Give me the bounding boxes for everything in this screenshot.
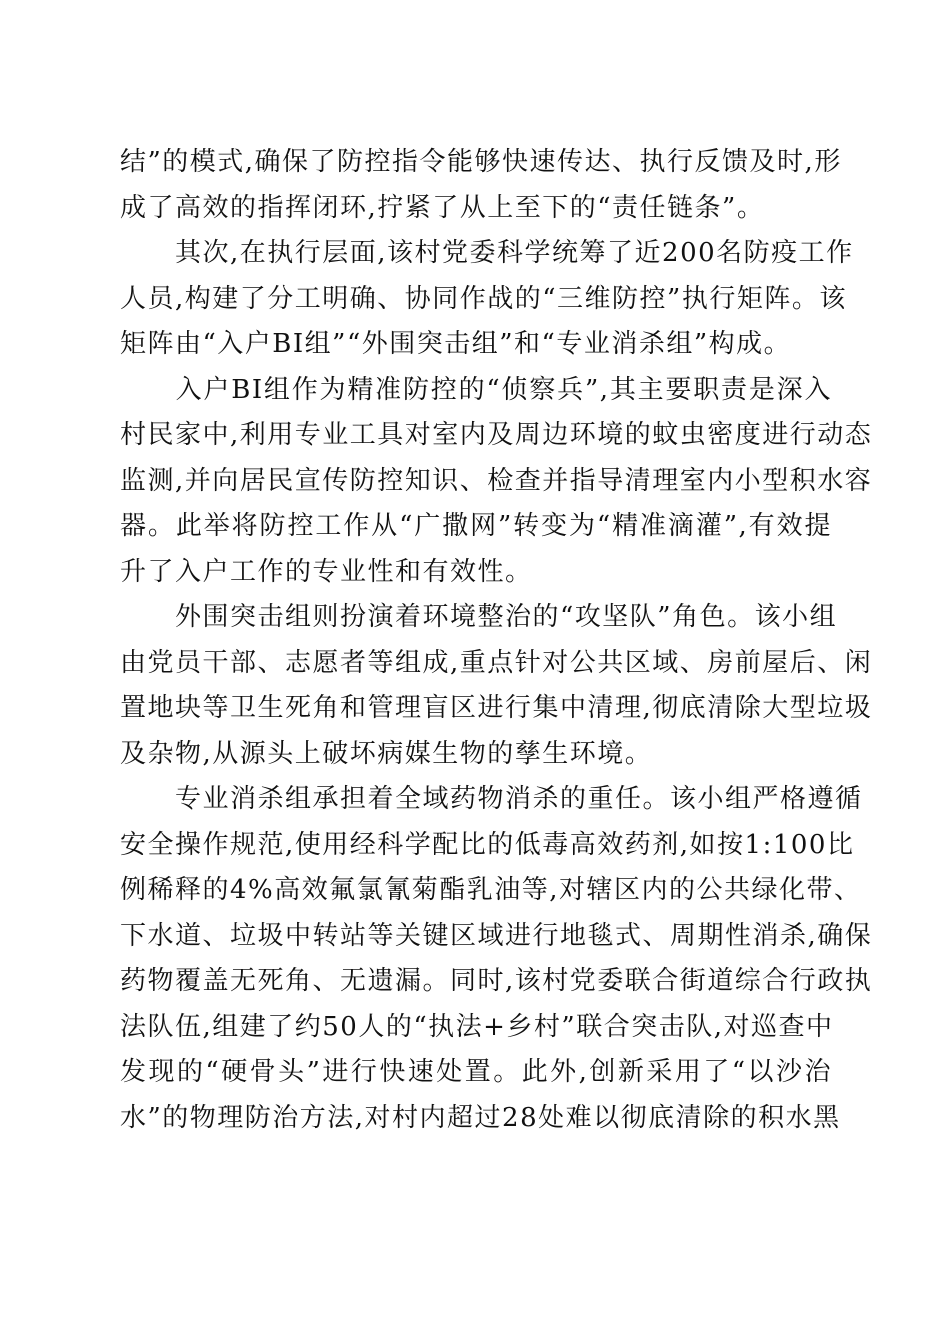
text-line: 及杂物,从源头上破坏病媒生物的孳生环境。 bbox=[120, 738, 653, 769]
text-line: 入户BI组作为精准防控的“侦察兵”,其主要职责是深入 bbox=[120, 374, 832, 405]
text-line: 法队伍,组建了约50人的“执法+乡村”联合突击队,对巡查中 bbox=[120, 1011, 834, 1042]
text-line: 村民家中,利用专业工具对室内及周边环境的蚊虫密度进行动态 bbox=[120, 420, 873, 450]
text-line: 下水道、垃圾中转站等关键区域进行地毯式、周期性消杀,确保 bbox=[120, 920, 873, 951]
text-line: 例稀释的4%高效氟氯氰菊酯乳油等,对辖区内的公共绿化带、 bbox=[120, 875, 862, 905]
text-line: 器。此举将防控工作从“广撒网”转变为“精准滴灌”,有效提 bbox=[120, 511, 832, 541]
text-line: 结”的模式,确保了防控指令能够快速传达、执行反馈及时,形 bbox=[120, 147, 842, 177]
text-line: 监测,并向居民宣传防控知识、检查并指导清理室内小型积水容 bbox=[120, 465, 873, 496]
text-line: 安全操作规范,使用经科学配比的低毒高效药剂,如按1:100比 bbox=[120, 829, 855, 860]
body-text bbox=[120, 140, 873, 1141]
text-line: 其次,在执行层面,该村党委科学统筹了近200名防疫工作 bbox=[120, 238, 854, 268]
text-line: 水”的物理防治方法,对村内超过28处难以彻底清除的积水黑 bbox=[120, 1102, 841, 1133]
text-line: 升了入户工作的专业性和有效性。 bbox=[120, 556, 533, 587]
text-line: 专业消杀组承担着全域药物消杀的重任。该小组严格遵循 bbox=[120, 784, 863, 814]
text-line: 药物覆盖无死角、无遗漏。同时,该村党委联合街道综合行政执 bbox=[120, 966, 873, 996]
text-line: 人员,构建了分工明确、协同作战的“三维防控”执行矩阵。该 bbox=[120, 283, 847, 314]
text-line: 成了高效的指挥闭环,拧紧了从上至下的“责任链条”。 bbox=[120, 192, 765, 223]
text-line: 置地块等卫生死角和管理盲区进行集中清理,彻底清除大型垃圾 bbox=[120, 693, 873, 723]
text-line: 发现的“硬骨头”进行快速处置。此外,创新采用了“以沙治 bbox=[120, 1057, 832, 1087]
text-line: 由党员干部、志愿者等组成,重点针对公共区域、房前屋后、闲 bbox=[120, 647, 873, 678]
text-line: 外围突击组则扮演着环境整治的“攻坚队”角色。该小组 bbox=[120, 602, 838, 632]
text-line: 矩阵由“入户BI组”“外围突击组”和“专业消杀组”构成。 bbox=[120, 329, 792, 359]
